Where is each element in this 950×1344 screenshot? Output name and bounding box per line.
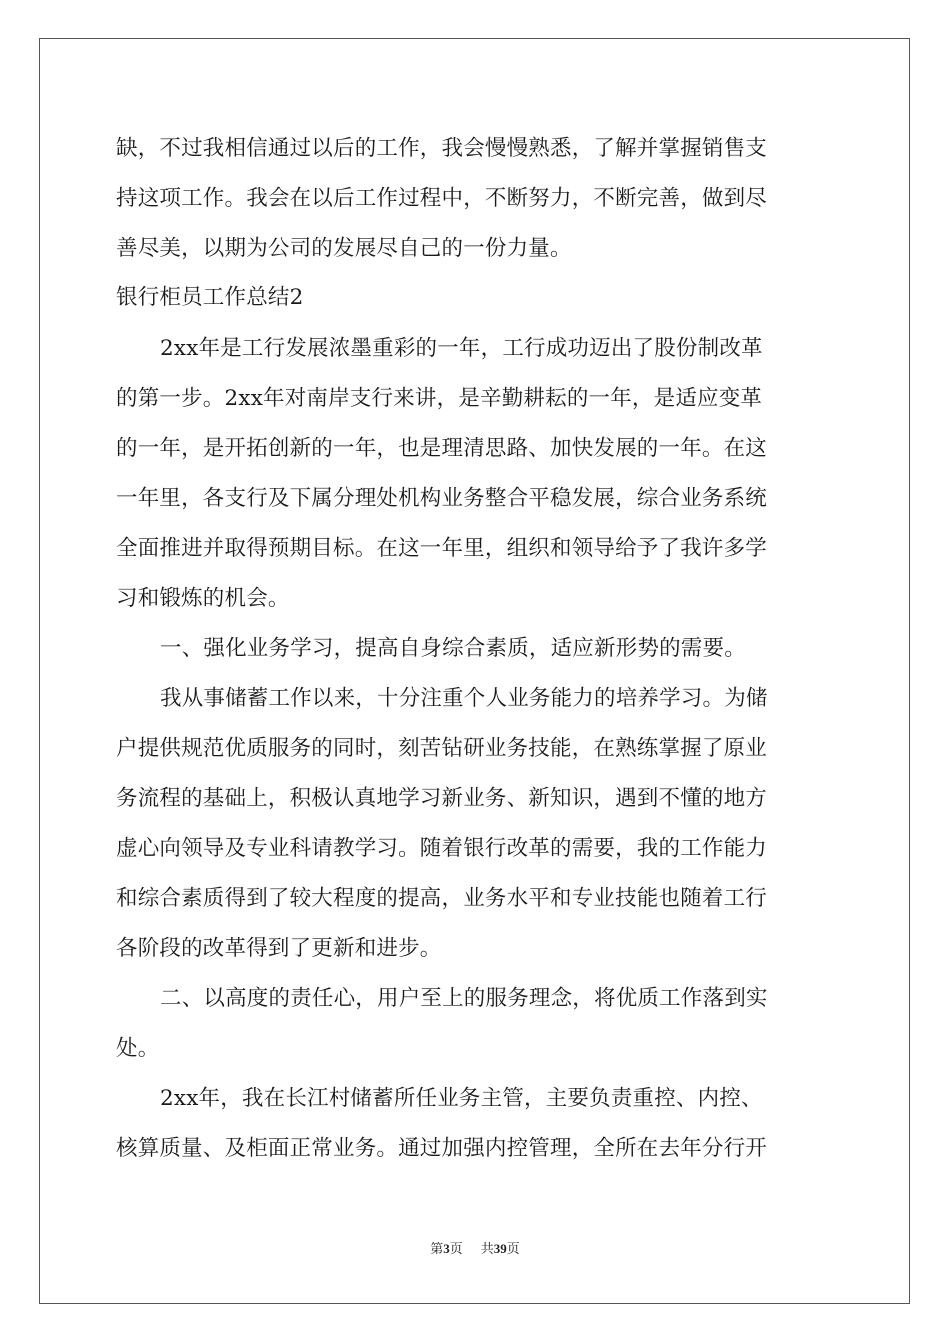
text-line: 2xx年是工行发展浓墨重彩的一年，工行成功迈出了股份制改革: [160, 336, 763, 361]
footer-page-word: 页: [449, 1242, 463, 1257]
text-line: 虚心向领导及专业科请教学习。随着银行改革的需要，我的工作能力: [116, 836, 768, 861]
text-line: 的一年，是开拓创新的一年，也是理清思路、加快发展的一年。在这: [116, 436, 768, 461]
footer-total-suffix: 页: [506, 1242, 520, 1257]
numbered-heading: 二、以高度的责任心，用户至上的服务理念，将优质工作落到实: [160, 986, 768, 1011]
text-line: 务流程的基础上，积极认真地学习新业务、新知识，遇到不懂的地方: [116, 786, 768, 811]
text-line: 各阶段的改革得到了更新和进步。: [116, 936, 442, 961]
text-line: 善尽美，以期为公司的发展尽自己的一份力量。: [116, 236, 572, 261]
total-pages-number: 39: [493, 1241, 507, 1256]
page-footer: [0, 1240, 950, 1259]
text-line: 2xx年，我在长江村储蓄所任业务主管，主要负责重控、内控、: [160, 1086, 763, 1111]
text-line: 核算质量、及柜面正常业务。通过加强内控管理，全所在去年分行开: [116, 1136, 768, 1161]
page-border: [39, 38, 910, 1304]
numbered-heading: 一、强化业务学习，提高自身综合素质，适应新形势的需要。: [160, 636, 746, 661]
current-page-number: 3: [443, 1241, 450, 1256]
text-line: 户提供规范优质服务的同时，刻苦钻研业务技能，在熟练掌握了原业: [116, 736, 768, 761]
text-line: 和综合素质得到了较大程度的提高，业务水平和专业技能也随着工行: [116, 886, 768, 911]
section-heading: 银行柜员工作总结2: [116, 285, 304, 310]
text-line: 处。: [116, 1036, 160, 1061]
footer-prefix: 第: [430, 1242, 444, 1257]
text-line: 习和锻炼的机会。: [116, 586, 290, 611]
text-line: 我从事储蓄工作以来，十分注重个人业务能力的培养学习。为储: [160, 686, 768, 711]
footer-total-prefix: 共: [480, 1242, 494, 1257]
text-line: 缺，不过我相信通过以后的工作，我会慢慢熟悉，了解并掌握销售支: [116, 136, 768, 161]
text-line: 全面推进并取得预期目标。在这一年里，组织和领导给予了我许多学: [116, 536, 768, 561]
text-line: 的第一步。2xx年对南岸支行来讲，是辛勤耕耘的一年，是适应变革: [116, 386, 763, 411]
text-line: 一年里，各支行及下属分理处机构业务整合平稳发展，综合业务系统: [116, 486, 768, 511]
text-line: 持这项工作。我会在以后工作过程中，不断努力，不断完善，做到尽: [116, 186, 768, 211]
